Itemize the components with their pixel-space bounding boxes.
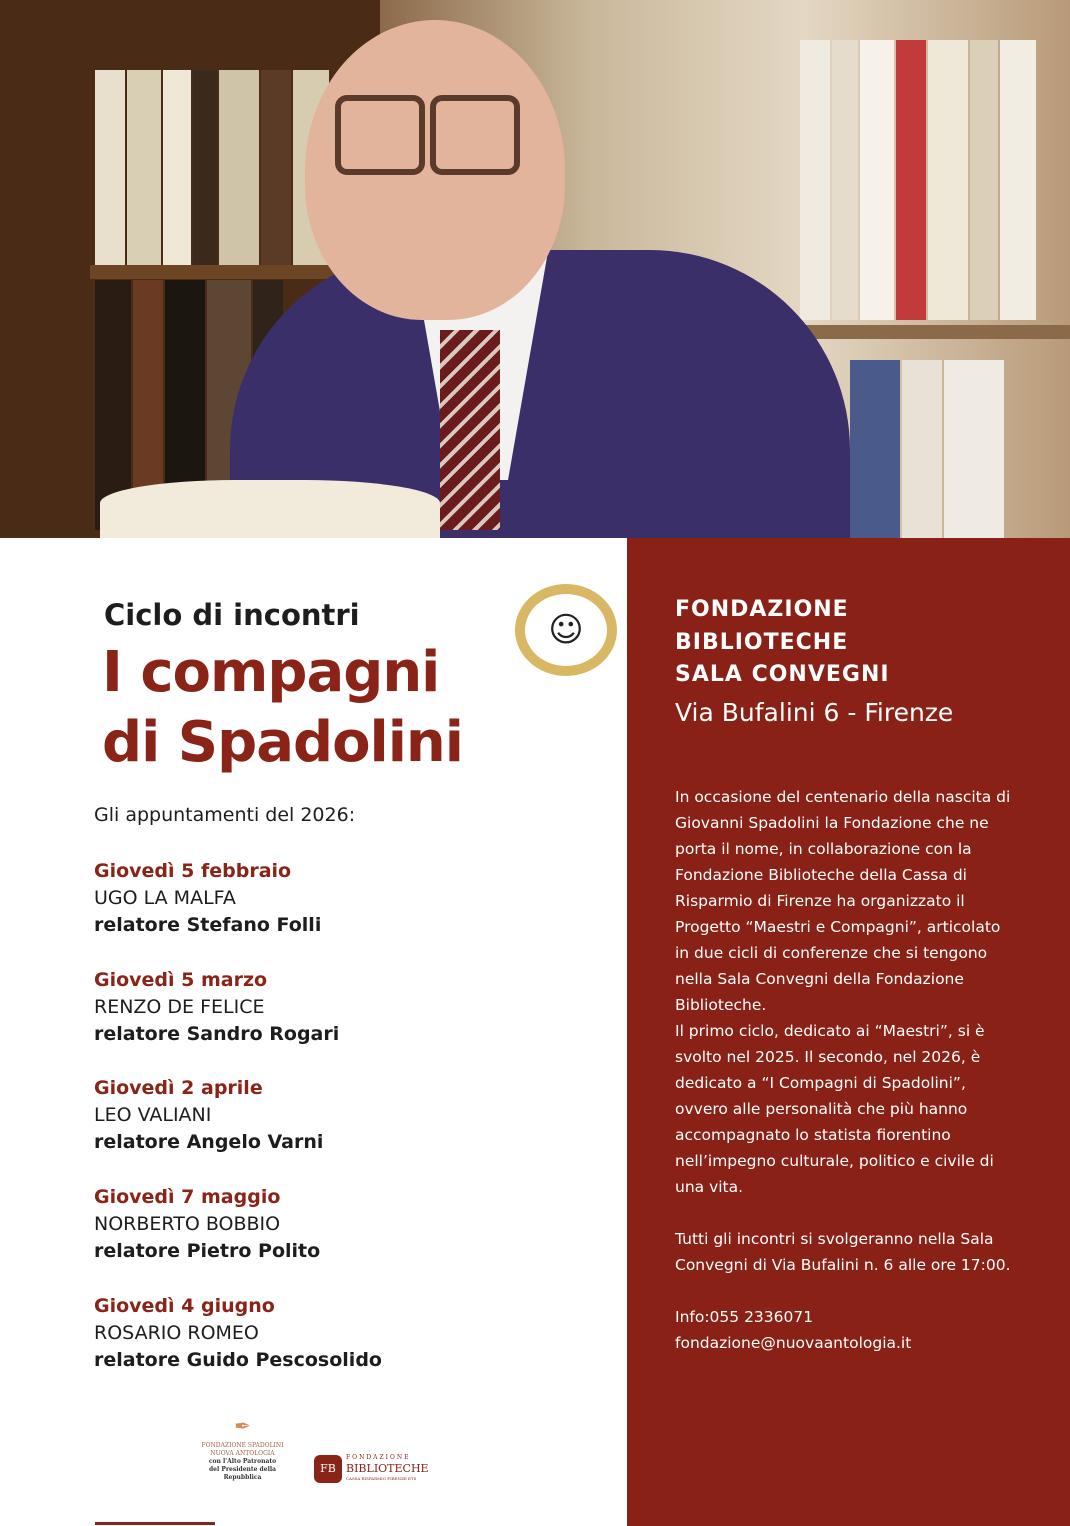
quill-icon: ✒ <box>234 1414 251 1438</box>
venue-name <box>675 594 890 692</box>
event-date: Giovedì 4 giugno <box>94 1295 275 1317</box>
logo-text: CASSA RISPARMIO FIRENZE ETS <box>346 1476 417 1481</box>
partner-logos <box>190 1414 440 1484</box>
title-line-1: I compagni <box>102 640 440 705</box>
event-name: LEO VALIANI <box>94 1104 212 1126</box>
email-link[interactable]: fondazione@nuovaantologia.it <box>675 1334 912 1352</box>
divider <box>95 1522 215 1525</box>
intro-text: Gli appuntamenti del 2026: <box>94 804 356 826</box>
logo-text: NUOVA ANTOLOGIA <box>210 1450 275 1457</box>
logo-text: con l'Alto Patronato <box>208 1458 277 1465</box>
event-date: Giovedì 2 aprile <box>94 1077 263 1099</box>
fondazione-biblioteche-logo <box>314 1454 429 1483</box>
event-item <box>94 858 321 939</box>
logo-text: del Presidente della Repubblica <box>208 1466 277 1481</box>
portrait-icon: ☺ <box>548 610 584 650</box>
event-item <box>94 1075 323 1156</box>
event-speaker: relatore Guido Pescosolido <box>94 1349 382 1371</box>
logo-text: BIBLIOTECHE <box>346 1462 429 1475</box>
event-date: Giovedì 5 febbraio <box>94 860 292 882</box>
event-speaker: relatore Angelo Varni <box>94 1131 324 1153</box>
venue-line: FONDAZIONE <box>675 597 849 622</box>
event-item <box>94 1293 382 1374</box>
title-line-2: di Spadolini <box>102 710 463 775</box>
event-name: UGO LA MALFA <box>94 887 236 909</box>
fondazione-spadolini-logo <box>190 1414 295 1482</box>
event-item <box>94 1184 320 1265</box>
event-name: RENZO DE FELICE <box>94 996 265 1018</box>
left-column <box>0 538 627 1526</box>
venue-line: BIBLIOTECHE <box>675 629 849 655</box>
event-name: NORBERTO BOBBIO <box>94 1213 281 1235</box>
event-item <box>94 967 339 1048</box>
description <box>675 784 1015 1356</box>
event-date: Giovedì 7 maggio <box>94 1186 281 1208</box>
info-phone: Info:055 2336071 <box>675 1308 814 1326</box>
event-speaker: relatore Stefano Folli <box>94 914 322 936</box>
venue-address: Via Bufalini 6 - Firenze <box>675 698 954 727</box>
event-speaker: relatore Sandro Rogari <box>94 1023 340 1045</box>
header-photo <box>0 0 1070 538</box>
centenary-seal <box>515 584 617 676</box>
event-date: Giovedì 5 marzo <box>94 969 268 991</box>
series-kicker: Ciclo di incontri <box>104 598 360 632</box>
event-name: ROSARIO ROMEO <box>94 1322 259 1344</box>
event-speaker: relatore Pietro Polito <box>94 1240 321 1262</box>
paragraph: Il primo ciclo, dedicato ai “Maestri”, si è svolto nel 2025. Il secondo, nel 2026, è dedicato a “I Compagni di Spadolini”, ovvero alle personalità che più hanno accompagnato lo statista fiorentino nell’impegno culturale, politico e civile di una vita. <box>675 1022 994 1196</box>
logo-text: FONDAZIONE SPADOLINI <box>201 1442 284 1449</box>
paragraph: In occasione del centenario della nascita di Giovanni Spadolini la Fondazione che ne porta il nome, in collaborazione con la Fondazione Biblioteche della Cassa di Risparmio di Firenze ha organizzato il Progetto “Maestri e Compagni”, articolato in due cicli di conferenze che si tengono nella Sala Convegni della Fondazione Biblioteche. <box>675 788 1011 1014</box>
venue-line: SALA CONVEGNI <box>675 662 890 687</box>
series-title <box>102 638 463 778</box>
info-panel <box>627 538 1070 1526</box>
logo-text: FONDAZIONE <box>346 1454 411 1461</box>
fb-mark-icon: FB <box>314 1455 342 1483</box>
paragraph: Tutti gli incontri si svolgeranno nella Sala Convegni di Via Bufalini n. 6 alle ore 17:00. <box>675 1230 1011 1274</box>
